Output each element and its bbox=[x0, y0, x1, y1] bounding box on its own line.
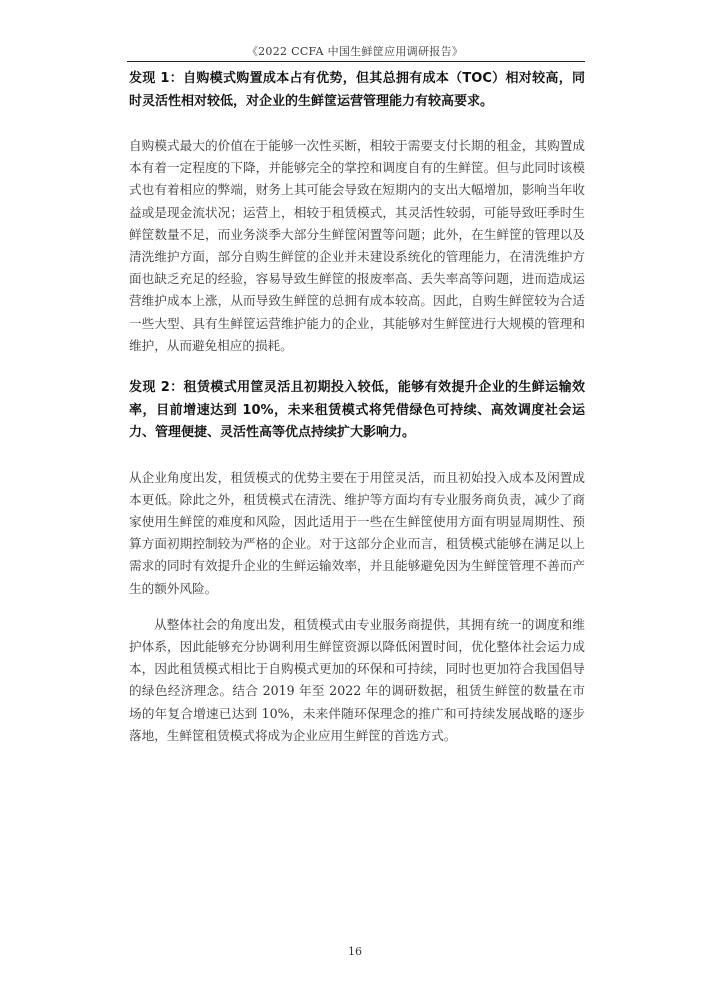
finding-1-heading: 发现 1：自购模式购置成本占有优势，但其总拥有成本（TOC）相对较高，同时灵活性相对较低，对企业的生鲜筐运营管理能力有较高要求。 bbox=[129, 71, 585, 109]
paragraph-self-purchase: 自购模式最大的价值在于能够一次性买断，相较于需要支付长期的租金，其购置成本有着一定程度的下降，并能够完全的掌控和调度自有的生鲜筐。但与此同时该模式也有着相应的弊端，财务上其可能会导致在短期内的支出大幅增加，影响当年收益或是现金流状况；运营上，相较于租赁模式，其灵活性较弱，可能导致旺季时生鲜筐数量不足，而业务淡季大部分生鲜筐闲置等问题；此外，在生鲜筐的管理以及清洗维护方面，部分自购生鲜筐的企业并未建设系统化的管理能力，在清洗维护方面也缺乏充足的经验，容易导致生鲜筐的报废率高、丢失率高等问题，进而造成运营维护成本上涨，从而导致生鲜筐的总拥有成本较高。因此，自购生鲜筐较为合适一些大型、具有生鲜筐运营维护能力的企业，其能够对生鲜筐进行大规模的管理和维护，从而避免相应的损耗。 bbox=[129, 138, 585, 353]
page-number: 16 bbox=[348, 945, 362, 958]
running-header: 《2022 CCFA 中国生鲜筐应用调研报告》 bbox=[246, 45, 464, 58]
finding-2-heading: 发现 2：租赁模式用筐灵活且初期投入较低，能够有效提升企业的生鲜运输效率，目前增速达到 10%，未来租赁模式将凭借绿色可持续、高效调度社会运力、管理便捷、灵活性高等优点持续扩大影响力。 bbox=[129, 380, 585, 441]
header-rule bbox=[127, 61, 585, 62]
paragraph-society-view: 从整体社会的角度出发，租赁模式由专业服务商提供，其拥有统一的调度和维护体系，因此能够充分协调利用生鲜筐资源以降低闲置时间，优化整体社会运力成本，因此租赁模式相比于自购模式更加的环保和可持续，同时也更加符合我国倡导的绿色经济理念。结合 2019 年至 2022 年的调研数据，租赁生鲜筐的数量在市场的年复合增速已达到 10%，未来伴随环保理念的推广和可持续发展战略的逐步落地，生鲜筐租赁模式将成为企业应用生鲜筐的首选方式。 bbox=[129, 616, 585, 743]
paragraph-enterprise-view: 从企业角度出发，租赁模式的优势主要在于用筐灵活，而且初始投入成本及闲置成本更低。除此之外，租赁模式在清洗、维护等方面均有专业服务商负责，减少了商家使用生鲜筐的难度和风险，因此适用于一些在生鲜筐使用方面有明显周期性、预算方面初期控制较为严格的企业。对于这部分企业而言，租赁模式能够在满足以上需求的同时有效提升企业的生鲜运输效率，并且能够避免因为生鲜筐管理不善而产生的额外风险。 bbox=[129, 469, 585, 596]
main-content bbox=[129, 68, 585, 747]
